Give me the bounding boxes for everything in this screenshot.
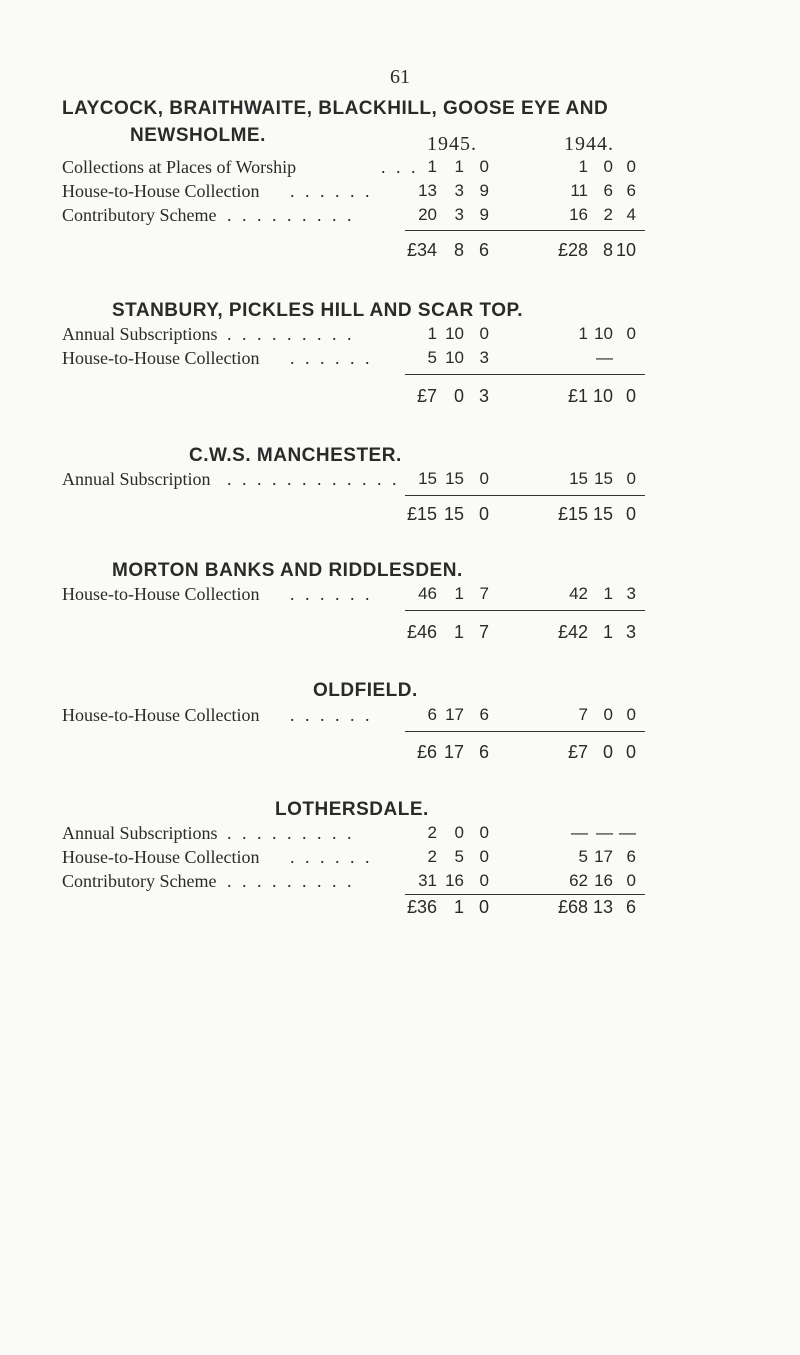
shillings-1945: 0 [454, 823, 464, 842]
shillings-1944: 2 [603, 205, 613, 224]
shillings-1944: — [596, 348, 613, 367]
pounds-1945: 1 [427, 157, 437, 176]
shillings-1944: 1 [603, 584, 613, 603]
rule [405, 495, 645, 496]
table-row [0, 584, 800, 608]
pounds-1945: 15 [418, 469, 437, 488]
row-label: House-to-House Collection [62, 348, 260, 368]
leader-dots: . . . . . . [290, 847, 373, 867]
total-pounds-1944: £42 [557, 622, 588, 642]
pence-1944: 3 [626, 584, 636, 603]
leader-dots: . . . . . . [290, 348, 373, 368]
total-row [0, 897, 800, 921]
table-row [0, 823, 800, 847]
total-shillings-1944: 0 [602, 742, 613, 762]
shillings-1944: 6 [603, 181, 613, 200]
total-shillings-1944: 15 [592, 504, 613, 524]
total-shillings-1945: 0 [453, 386, 464, 406]
shillings-1944: 15 [594, 469, 613, 488]
total-pence-1945: 7 [478, 622, 489, 642]
section-heading: NEWSHOLME. [130, 125, 266, 146]
pence-1945: 6 [479, 705, 489, 724]
table-row [0, 469, 800, 493]
total-pence-1945: 0 [478, 897, 489, 917]
rule [405, 374, 645, 375]
total-shillings-1944: 10 [592, 386, 613, 406]
total-shillings-1945: 1 [453, 897, 464, 917]
pounds-1944: 1 [578, 157, 588, 176]
section-heading: LAYCOCK, BRAITHWAITE, BLACKHILL, GOOSE EYE AND [62, 98, 609, 119]
pounds-1945: 2 [427, 847, 437, 866]
row-label: House-to-House Collection [62, 847, 260, 867]
leader-dots: . . . . . . [290, 584, 373, 604]
row-label: Contributory Scheme [62, 871, 217, 891]
shillings-1945: 3 [454, 205, 464, 224]
pounds-1945: 13 [418, 181, 437, 200]
leader-dots: . . . . . . [290, 705, 373, 725]
pence-1945: 0 [479, 871, 489, 890]
row-label: Annual Subscriptions [62, 823, 218, 843]
shillings-1945: 16 [445, 871, 464, 890]
pence-1944: 0 [626, 324, 636, 343]
total-shillings-1945: 1 [453, 622, 464, 642]
total-pounds-1945: £7 [416, 386, 437, 406]
table-row [0, 847, 800, 871]
total-pounds-1945: £6 [416, 742, 437, 762]
total-shillings-1945: 15 [443, 504, 464, 524]
pounds-1944: 1 [578, 324, 588, 343]
year-header-1944: 1944. [564, 133, 614, 155]
pence-1944: 0 [626, 157, 636, 176]
pence-1945: 3 [479, 348, 489, 367]
shillings-1944: 17 [594, 847, 613, 866]
table-row [0, 705, 800, 729]
total-pounds-1945: £46 [406, 622, 437, 642]
total-pence-1944: 6 [625, 897, 636, 917]
total-pence-1945: 3 [478, 386, 489, 406]
table-row [0, 205, 800, 229]
total-pounds-1944: £68 [557, 897, 588, 917]
total-pounds-1944: £15 [557, 504, 588, 524]
total-row [0, 504, 800, 528]
shillings-1945: 15 [445, 469, 464, 488]
rule [405, 230, 645, 231]
table-row [0, 348, 800, 372]
total-row [0, 240, 800, 264]
leader-dots: . . . . . . . . . [227, 205, 355, 225]
row-label: Annual Subscription [62, 469, 211, 489]
leader-dots: . . . . . . . . . [227, 871, 355, 891]
pounds-1945: 1 [427, 324, 437, 343]
leader-dots: . . . . . . . . . [227, 823, 355, 843]
page-number: 61 [390, 66, 410, 88]
shillings-1945: 1 [454, 584, 464, 603]
total-pounds-1944: £7 [567, 742, 588, 762]
shillings-1944: 16 [594, 871, 613, 890]
pounds-1944: 62 [569, 871, 588, 890]
pence-1944: 0 [626, 871, 636, 890]
total-row [0, 622, 800, 646]
pence-1944: 0 [626, 469, 636, 488]
pence-1945: 0 [479, 157, 489, 176]
pounds-1945: 46 [418, 584, 437, 603]
leader-dots: . . . [381, 157, 419, 177]
total-row [0, 742, 800, 766]
rule [405, 731, 645, 732]
total-pounds-1945: £34 [406, 240, 437, 260]
total-pence-1944: 3 [625, 622, 636, 642]
section-heading: LOTHERSDALE. [275, 799, 429, 820]
pence-1945: 0 [479, 324, 489, 343]
shillings-1944: — [596, 823, 613, 842]
total-pence-1945: 6 [478, 240, 489, 260]
pence-1944: 6 [626, 847, 636, 866]
pence-1945: 9 [479, 205, 489, 224]
total-row [0, 386, 800, 410]
section-heading: OLDFIELD. [313, 680, 418, 701]
rule [405, 894, 645, 895]
leader-dots: . . . . . . . . . . . . [227, 469, 400, 489]
row-label: House-to-House Collection [62, 181, 260, 201]
total-pence-1945: 6 [478, 742, 489, 762]
pounds-1945: 31 [418, 871, 437, 890]
table-row [0, 157, 800, 181]
pounds-1944: 7 [578, 705, 588, 724]
pounds-1944: 42 [569, 584, 588, 603]
year-header-1945: 1945. [427, 133, 477, 155]
total-pence-1944: 10 [615, 240, 636, 260]
row-label: Annual Subscriptions [62, 324, 218, 344]
row-label: House-to-House Collection [62, 705, 260, 725]
section-heading: STANBURY, PICKLES HILL AND SCAR TOP. [112, 300, 524, 321]
pence-1944: 4 [626, 205, 636, 224]
total-pence-1944: 0 [625, 504, 636, 524]
shillings-1944: 0 [603, 157, 613, 176]
shillings-1945: 1 [454, 157, 464, 176]
total-shillings-1944: 13 [592, 897, 613, 917]
pence-1945: 7 [479, 584, 489, 603]
pounds-1945: 6 [427, 705, 437, 724]
shillings-1944: 0 [603, 705, 613, 724]
leader-dots: . . . . . . . . . [227, 324, 355, 344]
pounds-1944: 5 [578, 847, 588, 866]
pounds-1944: 11 [570, 181, 588, 200]
shillings-1945: 10 [445, 348, 464, 367]
leader-dots: . . . . . . [290, 181, 373, 201]
total-pounds-1945: £15 [406, 504, 437, 524]
pence-1944: — [619, 823, 636, 842]
total-shillings-1944: 1 [602, 622, 613, 642]
pounds-1944: 15 [569, 469, 588, 488]
total-pence-1944: 0 [625, 386, 636, 406]
pence-1945: 0 [479, 847, 489, 866]
row-label: House-to-House Collection [62, 584, 260, 604]
total-pounds-1944: £28 [557, 240, 588, 260]
total-pence-1945: 0 [478, 504, 489, 524]
shillings-1945: 17 [445, 705, 464, 724]
total-shillings-1945: 8 [453, 240, 464, 260]
pence-1944: 0 [626, 705, 636, 724]
row-label: Collections at Places of Worship [62, 157, 297, 177]
pounds-1945: 2 [427, 823, 437, 842]
rule [405, 610, 645, 611]
total-pence-1944: 0 [625, 742, 636, 762]
shillings-1944: 10 [594, 324, 613, 343]
table-row [0, 181, 800, 205]
table-row [0, 324, 800, 348]
pence-1945: 0 [479, 469, 489, 488]
shillings-1945: 5 [454, 847, 464, 866]
total-shillings-1945: 17 [443, 742, 464, 762]
total-pounds-1945: £36 [406, 897, 437, 917]
pounds-1944: — [571, 823, 588, 842]
section-heading: MORTON BANKS AND RIDDLESDEN. [112, 560, 463, 581]
pence-1944: 6 [626, 181, 636, 200]
pounds-1945: 5 [427, 348, 437, 367]
total-pounds-1944: £1 [567, 386, 588, 406]
shillings-1945: 10 [445, 324, 464, 343]
section-heading: C.W.S. MANCHESTER. [189, 445, 402, 466]
pounds-1945: 20 [418, 205, 437, 224]
shillings-1945: 3 [454, 181, 464, 200]
table-row [0, 871, 800, 895]
pence-1945: 9 [479, 181, 489, 200]
row-label: Contributory Scheme [62, 205, 217, 225]
pounds-1944: 16 [569, 205, 588, 224]
pence-1945: 0 [479, 823, 489, 842]
total-shillings-1944: 8 [602, 240, 613, 260]
